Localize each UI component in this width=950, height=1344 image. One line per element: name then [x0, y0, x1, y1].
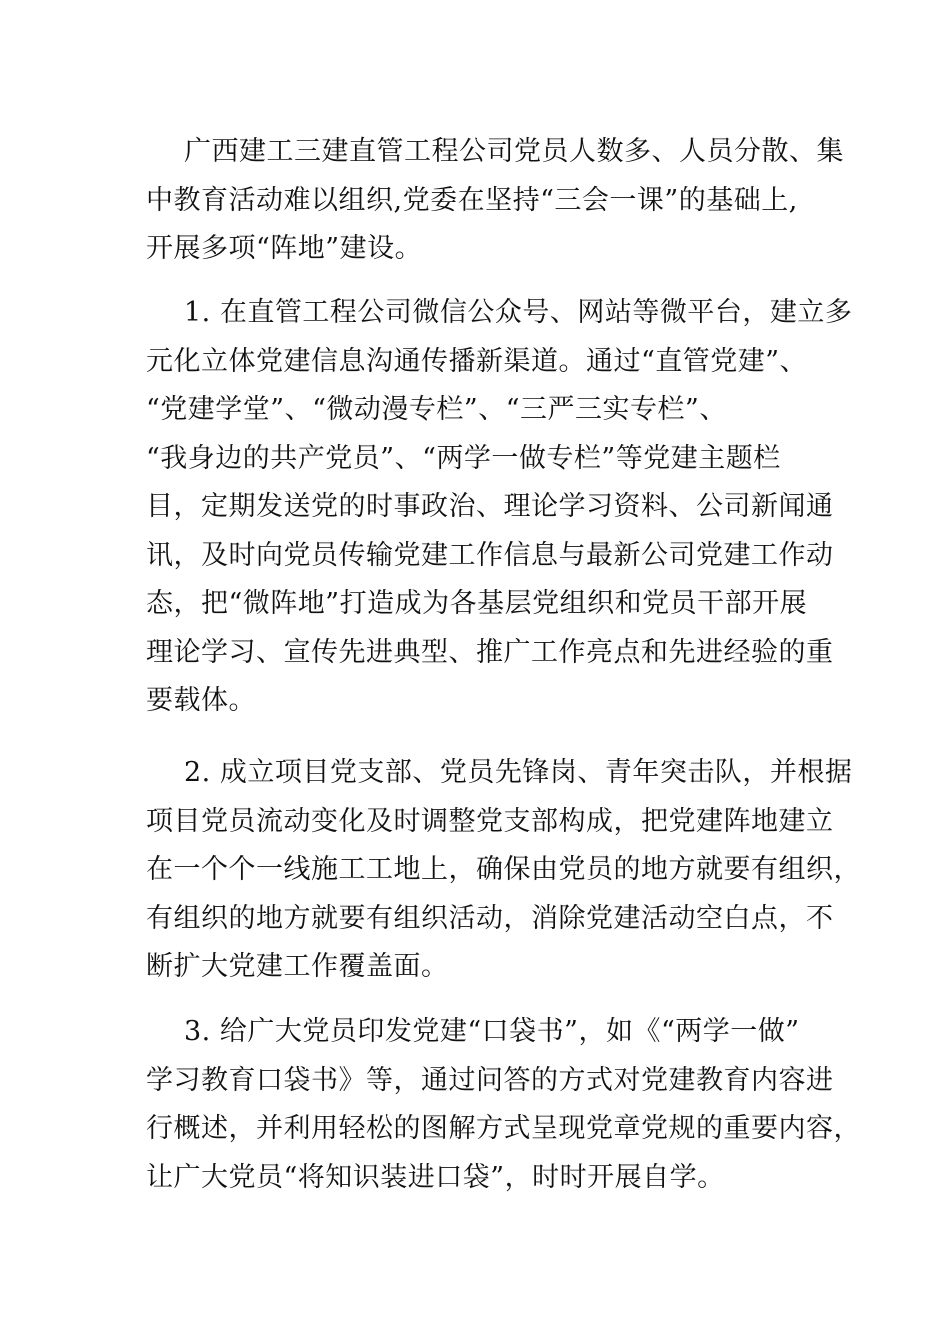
paragraph-line: 3. 给广大党员印发党建“口袋书”，如《“两学一做”	[184, 1016, 800, 1047]
paragraph-line: 态，把“微阵地”打造成为各基层党组织和党员干部开展	[146, 588, 808, 619]
paragraph-line: 理论学习、宣传先进典型、推广工作亮点和先进经验的重	[146, 636, 834, 668]
paragraph-line: 有组织的地方就要有组织活动，消除党建活动空白点，不	[146, 902, 834, 934]
paragraph-line: 目，定期发送党的时事政治、理论学习资料、公司新闻通	[146, 491, 834, 522]
paragraph-item-2	[146, 749, 861, 992]
paragraph-intro	[146, 128, 844, 274]
paragraph-line: 要载体。	[146, 685, 256, 716]
paragraph-line: 元化立体党建信息沟通传播新渠道。通过“直管党建”、	[146, 345, 808, 377]
paragraph-line: 广西建工三建直管工程公司党员人数多、人员分散、集	[184, 136, 844, 167]
paragraph-line: 在一个个一线施工工地上，确保由党员的地方就要有组织，	[146, 854, 861, 885]
paragraph-line: 讯，及时向党员传输党建工作信息与最新公司党建工作动	[146, 539, 834, 571]
paragraph-line: 让广大党员“将知识装进口袋”，时时开展自学。	[146, 1161, 725, 1193]
paragraph-line: 中教育活动难以组织,党委在坚持“三会一课”的基础上,	[146, 184, 798, 216]
paragraph-line: “党建学堂”、“微动漫专栏”、“三严三实专栏”、	[146, 394, 727, 425]
paragraph-line: 学习教育口袋书》等，通过问答的方式对党建教育内容进	[146, 1064, 834, 1096]
paragraph-line: 断扩大党建工作覆盖面。	[146, 951, 449, 982]
paragraph-line: 1. 在直管工程公司微信公众号、网站等微平台，建立多	[184, 297, 853, 328]
paragraph-item-1	[146, 289, 853, 726]
paragraph-line: 行概述，并利用轻松的图解方式呈现党章党规的重要内容，	[146, 1113, 861, 1144]
paragraph-item-3	[146, 1008, 861, 1202]
paragraph-line: 项目党员流动变化及时调整党支部构成，把党建阵地建立	[146, 805, 834, 837]
paragraph-line: “我身边的共产党员”、“两学一做专栏”等党建主题栏	[146, 442, 781, 474]
paragraph-line: 2. 成立项目党支部、党员先锋岗、青年突击队，并根据	[184, 757, 853, 788]
paragraph-line: 开展多项“阵地”建设。	[146, 233, 423, 264]
